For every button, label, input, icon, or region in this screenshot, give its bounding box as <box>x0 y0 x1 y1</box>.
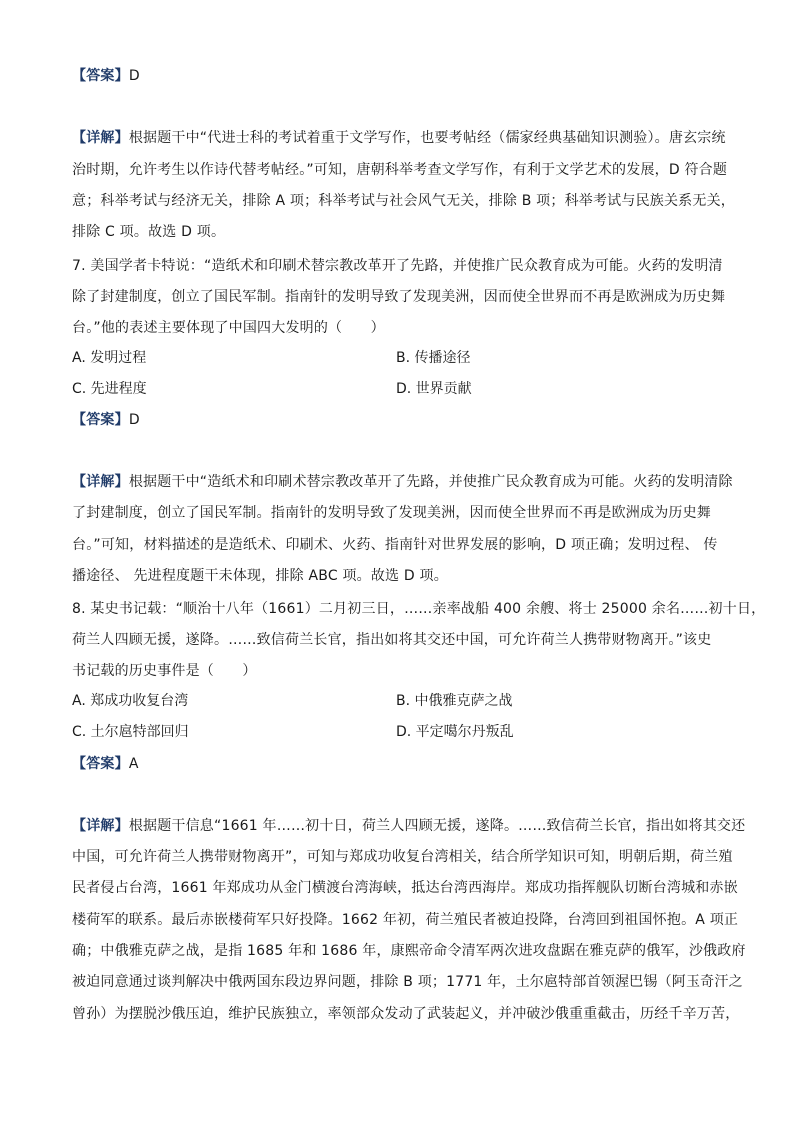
explanation-6-line-4: 排除 C 项。故选 D 项。 <box>72 224 226 240</box>
explanation-8-line-5: 确；中俄雅克萨之战，是指 1685 年和 1686 年，康熙帝命令清军两次进攻盘踞在雅克萨的俄军，沙俄政府 <box>72 943 746 959</box>
explanation-8-line-1 <box>72 816 746 836</box>
question-7-line-1: 7. 美国学者卡特说：“造纸术和印刷术替宗教改革开了先路，并使推广民众教育成为可能。火药的发明清 <box>72 258 723 274</box>
explanation-text: 根据题干信息“1661 年……初十日，荷兰人四顾无援，遂降。……致信荷兰长官，指出如将其交还 <box>128 818 746 834</box>
explanation-text: 根据题干中“造纸术和印刷术替宗教改革开了先路，并使推广民众教育成为可能。火药的发明清除 <box>128 474 733 490</box>
explanation-label: 【详解】 <box>72 130 129 146</box>
question-7-line-3: 台。”他的表述主要体现了中国四大发明的（ ） <box>72 320 385 336</box>
question-8-line-2: 荷兰人四顾无援，遂降。……致信荷兰长官，指出如将其交还中国，可允许荷兰人携带财物离开。”该史 <box>72 632 712 648</box>
explanation-6-line-3: 意；科举考试与经济无关，排除 A 项；科举考试与社会风气无关，排除 B 项；科举考试与民族关系无关， <box>72 193 735 209</box>
question-8-line-3: 书记载的历史事件是（ ） <box>72 663 257 679</box>
question-7-option-c: C. 先进程度 <box>72 381 147 397</box>
explanation-8-line-7: 曾孙）为摆脱沙俄压迫，维护民族独立，率领部众发动了武装起义，并冲破沙俄重重截击，历经千辛万苦， <box>72 1006 740 1022</box>
explanation-8-line-6: 被迫同意通过谈判解决中俄两国东段边界问题，排除 B 项；1771 年，土尔扈特部首领渥巴锡（阿玉奇汗之 <box>72 974 743 990</box>
question-7-option-a: A. 发明过程 <box>72 350 147 366</box>
question-8-line-1: 8. 某史书记载：“顺治十八年（1661）二月初三日，……亲率战船 400 余艘、将士 25000 余名……初十日， <box>72 601 766 617</box>
explanation-label: 【详解】 <box>72 818 129 834</box>
question-7-option-d: D. 世界贡献 <box>396 381 472 397</box>
answer-label: 【答案】 <box>72 68 129 84</box>
explanation-8-line-3: 民者侵占台湾，1661 年郑成功从金门横渡台湾海峡，抵达台湾西海岸。郑成功指挥舰队切断台湾城和赤嵌 <box>72 880 738 896</box>
explanation-text: 根据题干中“代进士科的考试着重于文学写作，也要考帖经（儒家经典基础知识测验）。唐玄宗统 <box>128 130 726 146</box>
question-8-option-b: B. 中俄雅克萨之战 <box>396 693 513 709</box>
answer-value: D <box>128 412 140 428</box>
question-8-option-a: A. 郑成功收复台湾 <box>72 693 189 709</box>
answer-value: D <box>128 68 140 84</box>
question-8-option-d: D. 平定噶尔丹叛乱 <box>396 724 514 740</box>
explanation-6-line-2: 治时期，允许考生以作诗代替考帖经。”可知，唐朝科举考查文学写作，有利于文学艺术的发展，D 符合题 <box>72 162 728 178</box>
explanation-label: 【详解】 <box>72 474 129 490</box>
question-7-option-b: B. 传播途径 <box>396 350 471 366</box>
explanation-7-line-1 <box>72 472 733 492</box>
answer-label: 【答案】 <box>72 756 129 772</box>
answer-8 <box>72 754 724 774</box>
explanation-8-line-4: 楼荷军的联系。最后赤嵌楼荷军只好投降。1662 年初，荷兰殖民者被迫投降，台湾回到祖国怀抱。A 项正 <box>72 912 739 928</box>
question-7-line-2: 除了封建制度，创立了国民军制。指南针的发明导致了发现美洲，因而使全世界而不再是欧洲成为历史舞 <box>72 289 726 305</box>
question-8-option-c: C. 土尔扈特部回归 <box>72 724 189 740</box>
explanation-7-line-4: 播途径、 先进程度题干未体现，排除 ABC 项。故选 D 项。 <box>72 568 448 584</box>
answer-6 <box>72 66 724 86</box>
answer-value: A <box>128 756 139 772</box>
explanation-7-line-3: 台。”可知，材料描述的是造纸术、印刷术、火药、指南针对世界发展的影响，D 项正确；发明过程、 传 <box>72 537 718 553</box>
explanation-7-line-2: 了封建制度，创立了国民军制。指南针的发明导致了发现美洲，因而使全世界而不再是欧洲成为历史舞 <box>72 505 711 521</box>
answer-7 <box>72 410 724 430</box>
answer-label: 【答案】 <box>72 412 129 428</box>
explanation-8-line-2: 中国，可允许荷兰人携带财物离开”，可知与郑成功收复台湾相关，结合所学知识可知，明朝后期，荷兰殖 <box>72 849 733 865</box>
explanation-6-line-1 <box>72 128 724 148</box>
